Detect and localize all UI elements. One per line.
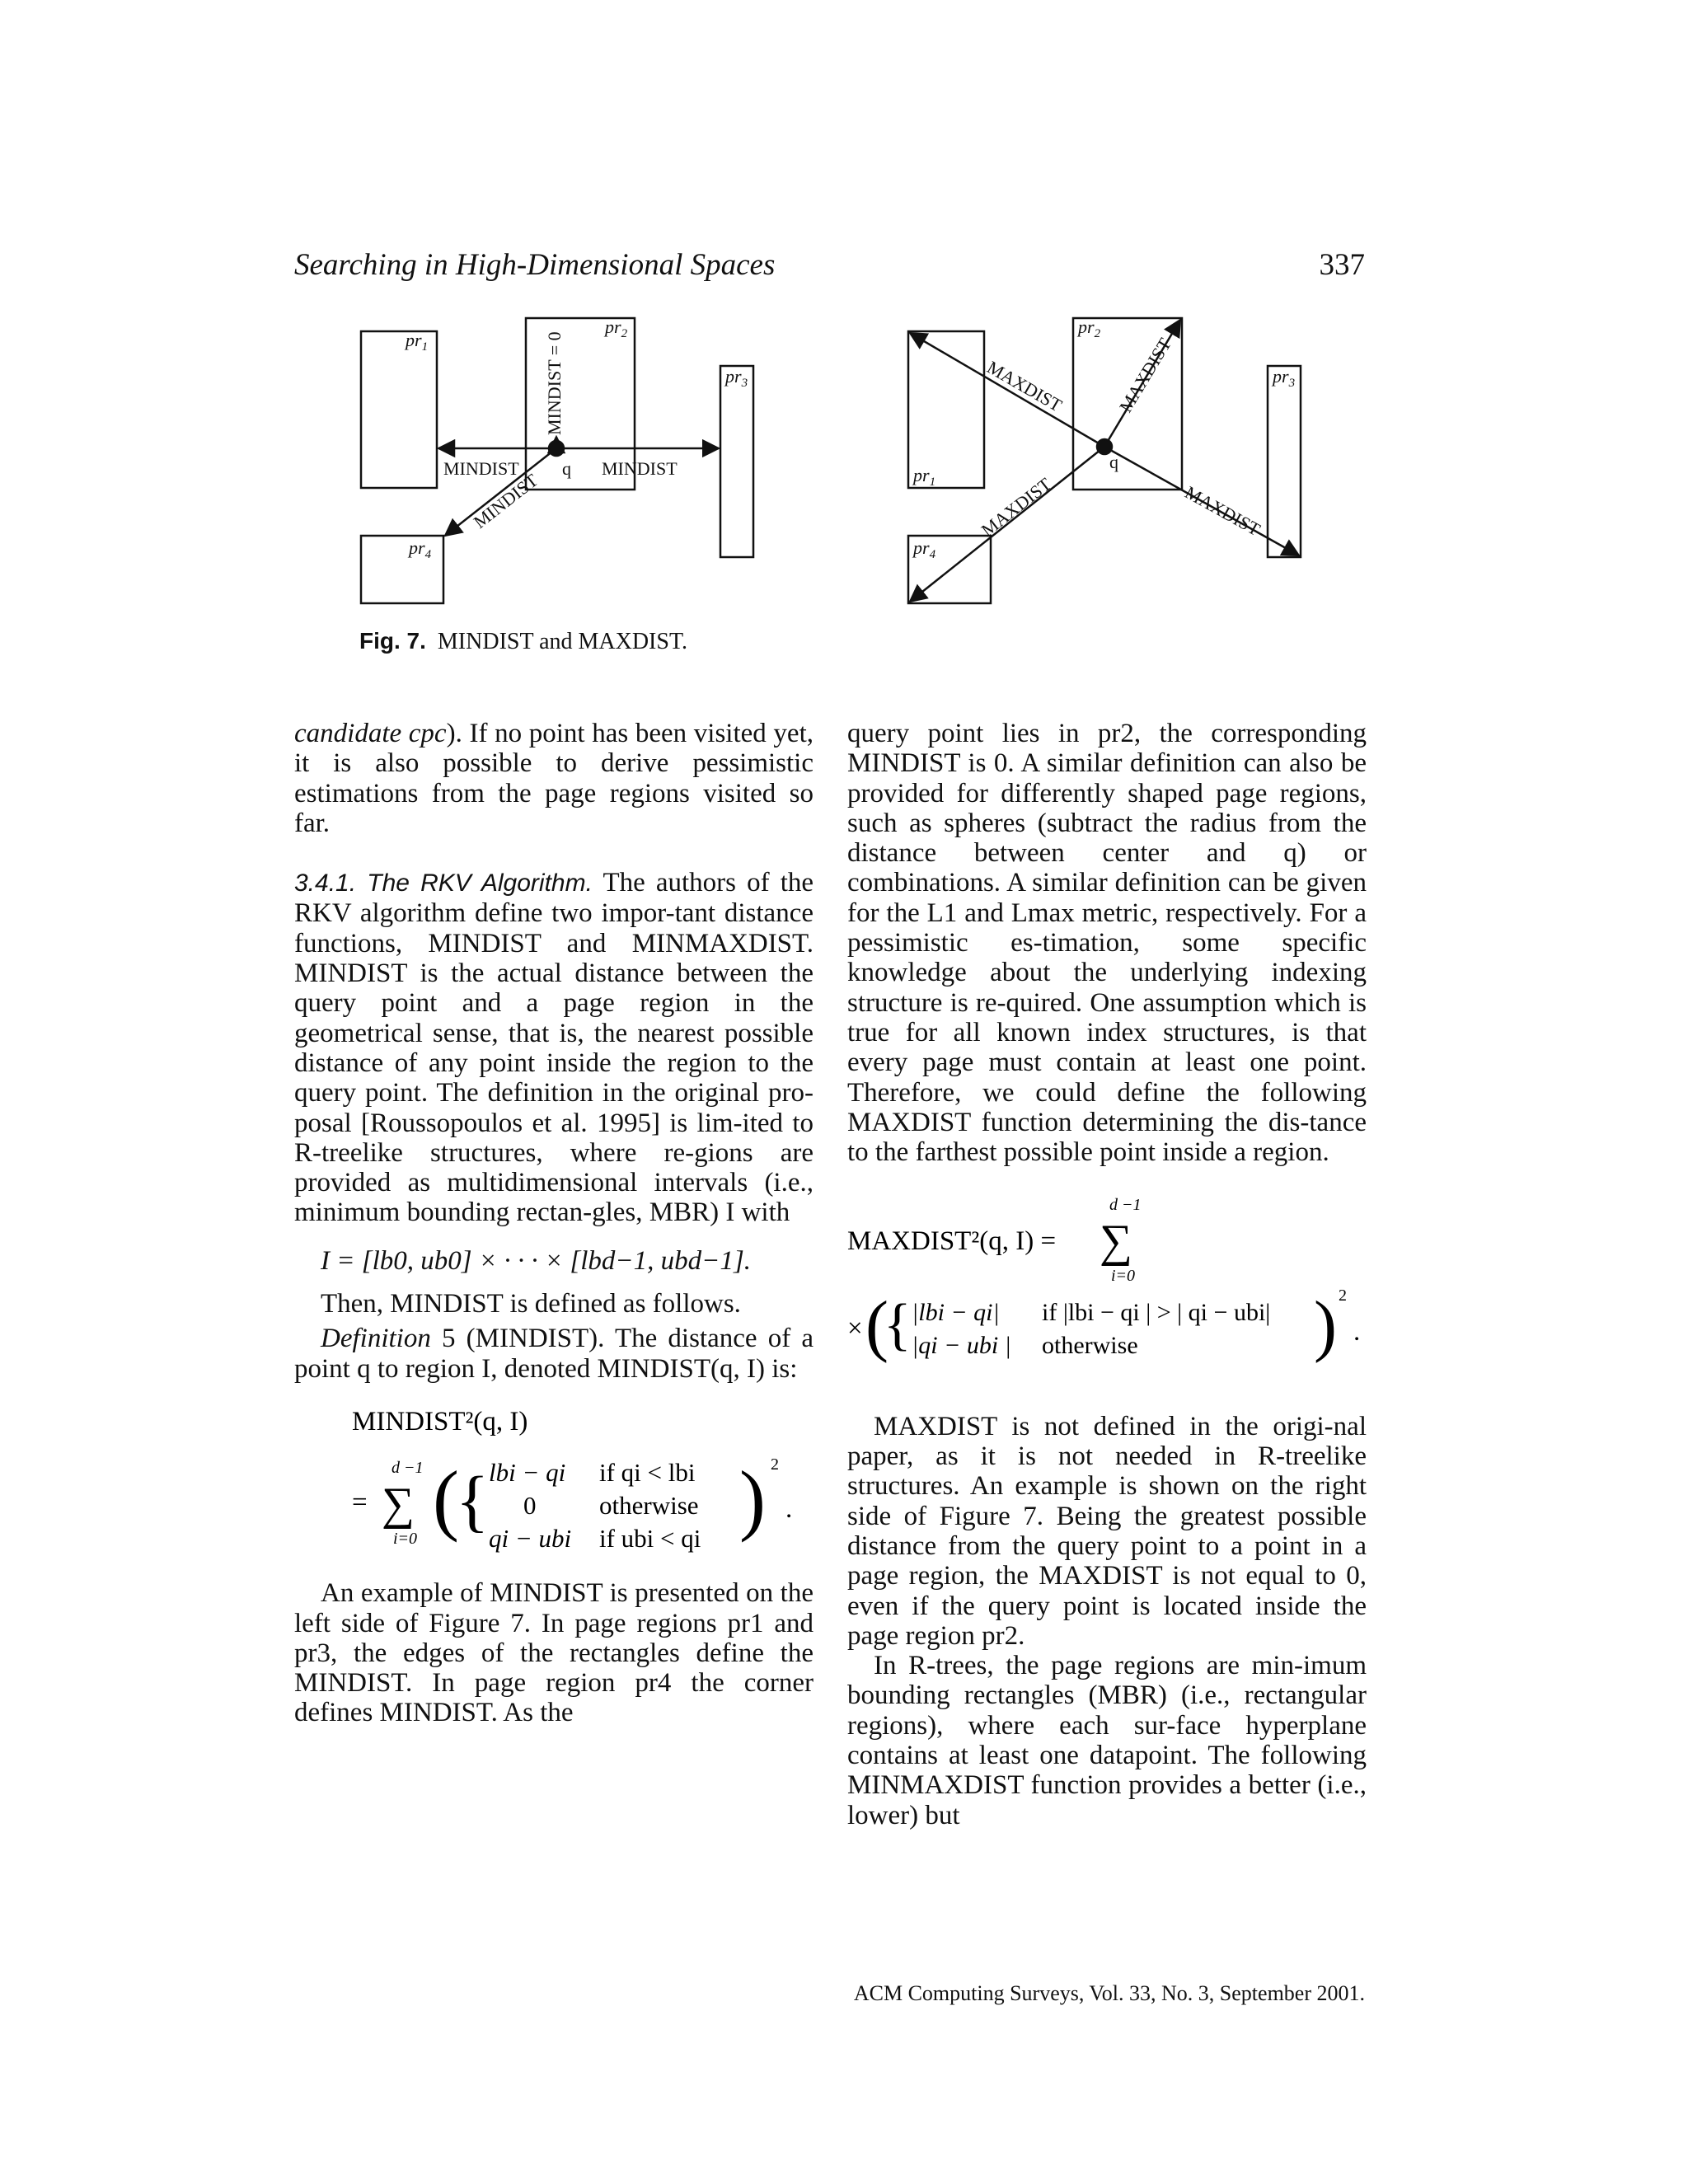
section-heading: 3.4.1. The RKV Algorithm. xyxy=(294,869,593,898)
svg-text:i=0: i=0 xyxy=(1111,1267,1136,1286)
svg-text:MINDIST²(q, I): MINDIST²(q, I) xyxy=(352,1406,528,1436)
paragraph-then: Then, MINDIST is defined as follows. xyxy=(321,1289,741,1319)
pr4-label-right: $pr_4$ xyxy=(913,537,936,561)
svg-text:∑: ∑ xyxy=(1100,1216,1132,1268)
query-label-right: q xyxy=(1109,452,1118,472)
svg-text:=: = xyxy=(352,1487,368,1517)
svg-text:d −1: d −1 xyxy=(1109,1196,1142,1215)
pr2-label-right: $pr_2$ xyxy=(1078,316,1101,340)
query-point-left xyxy=(549,441,564,456)
svg-text:.: . xyxy=(1353,1317,1361,1347)
svg-text:MAXDIST²(q, I) =: MAXDIST²(q, I) = xyxy=(847,1226,1057,1257)
paragraph-query-point: query point lies in pr2, the corresponding MINDIST is 0. A similar definition can also be provided for differently shaped page regions, such as spheres (subtract the radius from the distance between center and q) or combinations. A similar definition can be given for the L1 and Lmax metric, respectively. For a pessimistic es-timation, some specific knowledge about the underlying indexing structure is re-quired. One assumption which is true for all known index structures, is that every page must contain at least one point. Therefore, we could define the following MAXDIST function determining the dis-tance to the farthest possible point inside a region. xyxy=(847,719,1367,1168)
equation-mindist xyxy=(294,1402,814,1565)
maxdist-diagram xyxy=(908,318,1301,603)
svg-text:if ubi < qi: if ubi < qi xyxy=(599,1523,701,1553)
left-column xyxy=(294,719,814,1728)
pr3-rect xyxy=(720,366,753,557)
mindist-diagonal-label: MINDIST xyxy=(469,469,542,532)
svg-text:0: 0 xyxy=(523,1490,537,1520)
query-label-left: q xyxy=(562,458,571,479)
equation-interval: I = [lb0, ub0] × · · · × [lbd−1, ubd−1]. xyxy=(321,1245,752,1276)
svg-text:{: { xyxy=(884,1293,912,1357)
svg-text:.: . xyxy=(785,1493,793,1524)
svg-text:qi − ubi: qi − ubi xyxy=(489,1523,572,1553)
pr4-rect xyxy=(361,536,443,603)
svg-text:(: ( xyxy=(433,1454,459,1543)
caption-text: MINDIST and MAXDIST. xyxy=(437,629,687,654)
pr3-label-right: $pr_3$ xyxy=(1273,366,1296,390)
svg-text:): ) xyxy=(739,1454,766,1543)
paragraph-intro: candidate cpc). If no point has been visited yet, it is also possible to derive pessimistic estimations from the page regions visited so far. xyxy=(294,719,814,838)
pr2-label: $pr_2$ xyxy=(605,316,628,340)
figure-caption xyxy=(359,628,687,655)
paragraph-definition: Definition 5 (MINDIST). The distance of a point q to region I, denoted MINDIST(q, I) is: xyxy=(294,1324,814,1384)
svg-text:(: ( xyxy=(865,1287,889,1365)
pr1-rect xyxy=(361,331,437,488)
pr3-rect-right xyxy=(1268,366,1301,557)
figure-7 xyxy=(346,313,1401,618)
page-number: 337 xyxy=(1319,248,1365,282)
paragraph-example: An example of MINDIST is presented on the left side of Figure 7. In page regions pr1 and pr3, the edges of the rectangles define the MINDIST. In page region pr4 the corner defines MINDIST. As the xyxy=(294,1578,814,1728)
maxdist-label-pr4: MAXDIST xyxy=(977,473,1056,541)
svg-text:): ) xyxy=(1314,1287,1337,1365)
svg-text:|qi − ubi |: |qi − ubi | xyxy=(912,1332,1011,1360)
right-column xyxy=(847,719,1367,1830)
caption-label: Fig. 7. xyxy=(359,628,426,654)
svg-text:otherwise: otherwise xyxy=(1042,1332,1138,1360)
paragraph-rkv: 3.4.1. The RKV Algorithm. The authors of the RKV algorithm define two impor-tant distance functions, MINDIST and MINMAXDIST. MINDIST is the actual distance between the query point and a page region in the geometrical sense, that is, the nearest possible distance of any point inside the region to the query point. The definition in the original pro-posal [Roussopoulos et al. 1995] is lim-ited to R-treelike structures, where re-gions are provided as multidimensional intervals (i.e., minimum bounding rectan-gles, MBR) I with xyxy=(294,868,814,1228)
svg-text:if |lbi − qi | > | qi − ubi|: if |lbi − qi | > | qi − ubi| xyxy=(1042,1299,1271,1327)
running-title: Searching in High-Dimensional Spaces xyxy=(294,248,776,282)
svg-text:2: 2 xyxy=(1339,1286,1347,1305)
pr3-label: $pr_3$ xyxy=(725,366,748,390)
svg-text:|lbi − qi|: |lbi − qi| xyxy=(912,1299,1000,1327)
svg-text:if qi < lbi: if qi < lbi xyxy=(599,1457,696,1487)
equation-maxdist xyxy=(847,1190,1367,1378)
svg-text:∑: ∑ xyxy=(382,1478,415,1530)
svg-text:{: { xyxy=(456,1462,490,1540)
svg-text:d −1: d −1 xyxy=(392,1458,424,1477)
svg-text:lbi − qi: lbi − qi xyxy=(489,1457,566,1487)
pr4-label: $pr_4$ xyxy=(409,537,432,561)
svg-text:2: 2 xyxy=(771,1455,779,1474)
mindist-label-left: MINDIST xyxy=(443,458,519,479)
pr1-label-right: $pr_1$ xyxy=(913,465,936,489)
maxdist-arrow-pr1 xyxy=(910,333,1104,447)
mindist-label-right: MINDIST xyxy=(602,458,678,479)
paragraph-maxdist: MAXDIST is not defined in the origi-nal paper, as it is not needed in R-treelike structures. An example is shown on the right side of Figure 7. Being the greatest possible distance from the query point to a point in a page region, the MAXDIST is not equal to 0, even if the query point is located inside the page region pr2. xyxy=(847,1411,1367,1651)
maxdist-label-pr3: MAXDIST xyxy=(1181,481,1264,540)
journal-footer: ACM Computing Surveys, Vol. 33, No. 3, September 2001. xyxy=(853,1981,1365,2005)
svg-text:×: × xyxy=(847,1314,863,1344)
maxdist-label-pr1: MAXDIST xyxy=(983,356,1066,416)
svg-text:i=0: i=0 xyxy=(393,1529,418,1548)
pr1-label: $pr_1$ xyxy=(406,330,429,354)
maxdist-label-pr2: MAXDIST xyxy=(1114,334,1175,416)
svg-text:otherwise: otherwise xyxy=(599,1490,699,1520)
mindist-zero-label: MINDIST = 0 xyxy=(544,331,565,435)
paragraph-rtrees: In R-trees, the page regions are min-imum bounding rectangles (MBR) (i.e., rectangular regions), where each sur-face hyperplane contains at least one datapoint. The following MINMAXDIST function provides a better (i.e., lower) but xyxy=(847,1651,1367,1830)
